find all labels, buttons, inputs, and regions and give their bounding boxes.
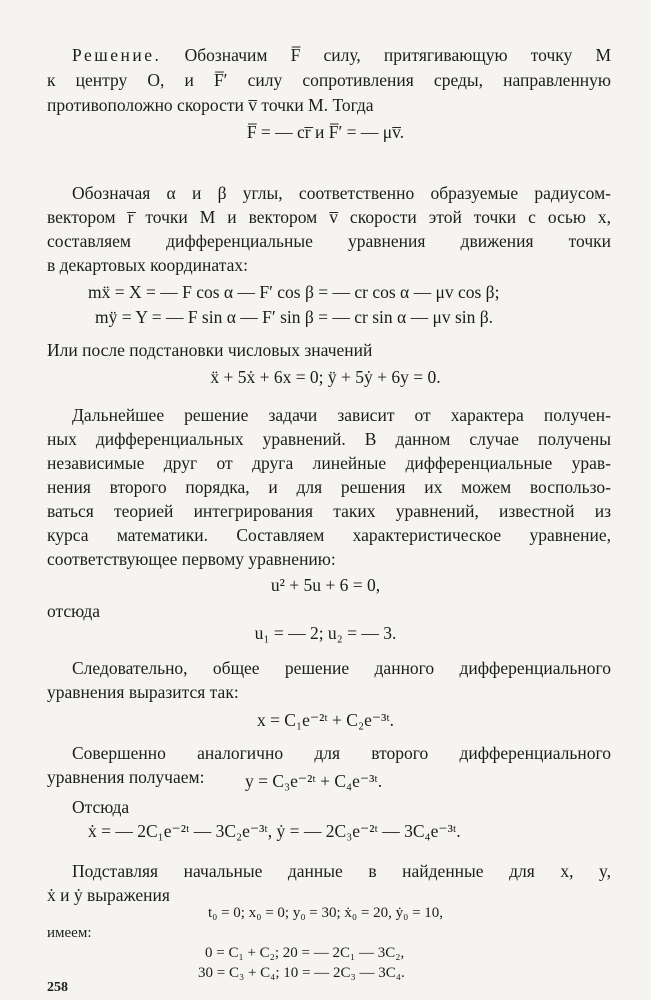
equation-general-y: y = C₃e⁻²ᵗ + C₄e⁻³ᵗ. (245, 771, 383, 791)
solution-label: Решение. (72, 45, 162, 65)
paragraph-7-line-1: Совершенно аналогично для второго дифференциального (72, 743, 611, 763)
paragraph-1-line-2: к центру O, и F̅′ силу сопротивления среды, направленную (47, 70, 611, 90)
paragraph-4-line-6: курса математики. Составляем характеристическое уравнение, (47, 525, 611, 545)
equation-characteristic: u² + 5u + 6 = 0, (270, 575, 381, 595)
paragraph-6-line-2: уравнения выразится так: (47, 682, 239, 702)
paragraph-2-line-3: составляем дифференциальные уравнения движения точки (47, 231, 611, 251)
paragraph-4-line-7: соответствующее первому уравнению: (47, 549, 336, 569)
page-number: 258 (47, 980, 68, 995)
paragraph-10-line-1: имеем: (47, 925, 92, 941)
paragraph-7-line-2: уравнения получаем: (47, 767, 205, 787)
equation-velocities: ẋ = — 2C₁e⁻²ᵗ — 3C₂e⁻³ᵗ, ẏ = — 2C₃e⁻²ᵗ — 3C₄e⁻³ᵗ. (88, 821, 461, 841)
paragraph-2-line-4: в декартовых координатах: (47, 255, 248, 275)
equation-motion-x: mẍ = X = — F cos α — F′ cos β = — cr cos α — μv cos β; (88, 282, 500, 302)
equation-motion-y: mÿ = Y = — F sin α — F′ sin β = — cr sin α — μv sin β. (95, 307, 494, 327)
equation-forces: F̅ = — cr̅ и F̅′ = — μv̅. (246, 122, 405, 142)
paragraph-2-line-1: Обозначая α и β углы, соответственно образуемые радиусом- (72, 183, 611, 203)
paragraph-1-line-3: противоположно скорости v̅ точки M. Тогда (47, 95, 374, 115)
paragraph-9-line-1: Подставляя начальные данные в найденные для x, y, (72, 861, 611, 881)
paragraph-1-line-1: Решение. Обозначим F̅ силу, притягивающую точку M (72, 45, 611, 65)
equation-general-x: x = C₁e⁻²ᵗ + C₂e⁻³ᵗ. (256, 710, 395, 730)
equation-initial-data: t₀ = 0; x₀ = 0; y₀ = 30; ẋ₀ = 20, ẏ₀ = 10, (207, 905, 444, 921)
paragraph-2-line-2: вектором r̅ точки M и вектором v̅ скорости этой точки с осью x, (47, 207, 611, 227)
equation-numeric: ẍ + 5ẋ + 6x = 0; ÿ + 5ẏ + 6y = 0. (210, 367, 441, 387)
paragraph-6-line-1: Следовательно, общее решение данного дифференциального (72, 658, 611, 678)
paragraph-3-line-1: Или после подстановки числовых значений (47, 340, 373, 360)
paragraph-5-line-1: отсюда (47, 601, 101, 621)
paragraph-4-line-3: независимые друг от друга линейные дифференциальные урав- (47, 453, 611, 473)
paragraph-4-line-2: ных дифференциальных уравнений. В данном случае получены (47, 429, 611, 449)
equation-constants-2: 30 = C₃ + C₄; 10 = — 2C₃ — 3C₄. (198, 965, 405, 981)
paragraph-4-line-4: нения второго порядка, и для решения их можем воспользо- (47, 477, 611, 497)
paragraph-9-line-2: ẋ и ẏ выражения (47, 885, 170, 905)
paragraph-8-line-1: Отсюда (72, 797, 130, 817)
equation-roots: u₁ = — 2; u₂ = — 3. (254, 623, 397, 643)
equation-constants-1: 0 = C₁ + C₂; 20 = — 2C₁ — 3C₂, (205, 945, 405, 961)
paragraph-4-line-1: Дальнейшее решение задачи зависит от характера получен- (72, 405, 611, 425)
paragraph-4-line-5: ваться теорией интегрирования таких уравнений, известной из (47, 501, 611, 521)
